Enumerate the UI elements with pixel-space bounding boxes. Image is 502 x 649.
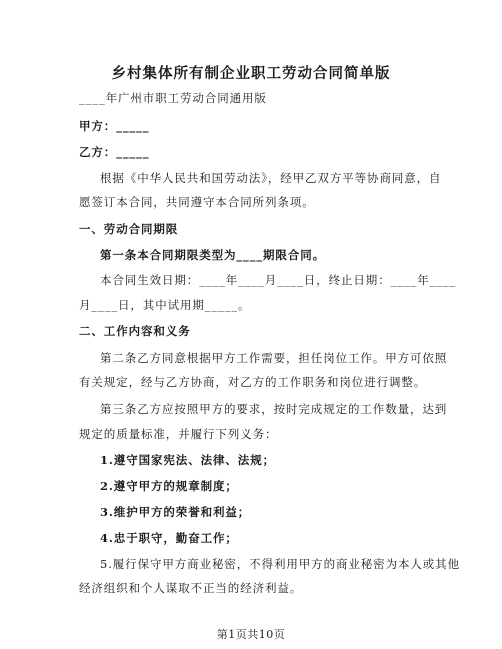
paragraph-line: 第二条乙方同意根据甲方工作需要，担任岗位工作。甲方可依照 [100, 351, 448, 365]
party-b-line: 乙方：_____ [79, 145, 150, 159]
party-a-line: 甲方：_____ [79, 119, 150, 133]
paragraph-line: 经济组织和个人谋取不正当的经济利益。 [79, 581, 303, 595]
paragraph-line: 月____日，其中试用期_____。 [79, 298, 251, 312]
paragraph-line: 规定的质量标准，并履行下列义务： [79, 427, 278, 441]
paragraph-line: 第三条乙方应按照甲方的要求，按时完成规定的工作数量，达到 [100, 402, 448, 416]
list-item: 5.履行保守甲方商业秘密，不得利用甲方的商业秘密为本人或其他 [100, 557, 460, 571]
subtitle-line: ____年广州市职工劳动合同通用版 [79, 91, 267, 105]
article-heading: 第一条本合同期限类型为____期限合同。 [100, 248, 325, 262]
paragraph-line: 根据《中华人民共和国劳动法》，经甲乙双方平等协商同意，自 [100, 171, 442, 185]
paragraph-line: 有关规定，经与乙方协商，对乙方的工作职务和岗位进行调整。 [79, 375, 427, 389]
paragraph-line: 愿签订本合同，共同遵守本合同所列条项。 [79, 195, 315, 209]
list-item: 4.忠于职守，勤奋工作； [100, 531, 238, 545]
paragraph-line: 本合同生效日期：____年____月____日，终止日期：____年____ [100, 273, 457, 287]
list-item: 3.维护甲方的荣誉和利益； [100, 505, 251, 519]
section-heading: 二、工作内容和义务 [79, 324, 191, 338]
page-footer: 第1页共10页 [216, 628, 286, 641]
section-heading: 一、劳动合同期限 [79, 222, 179, 236]
list-item: 2.遵守甲方的规章制度； [100, 479, 238, 493]
document-title: 乡村集体所有制企业职工劳动合同简单版 [111, 65, 391, 82]
list-item: 1.遵守国家宪法、法律、法规； [100, 453, 276, 467]
